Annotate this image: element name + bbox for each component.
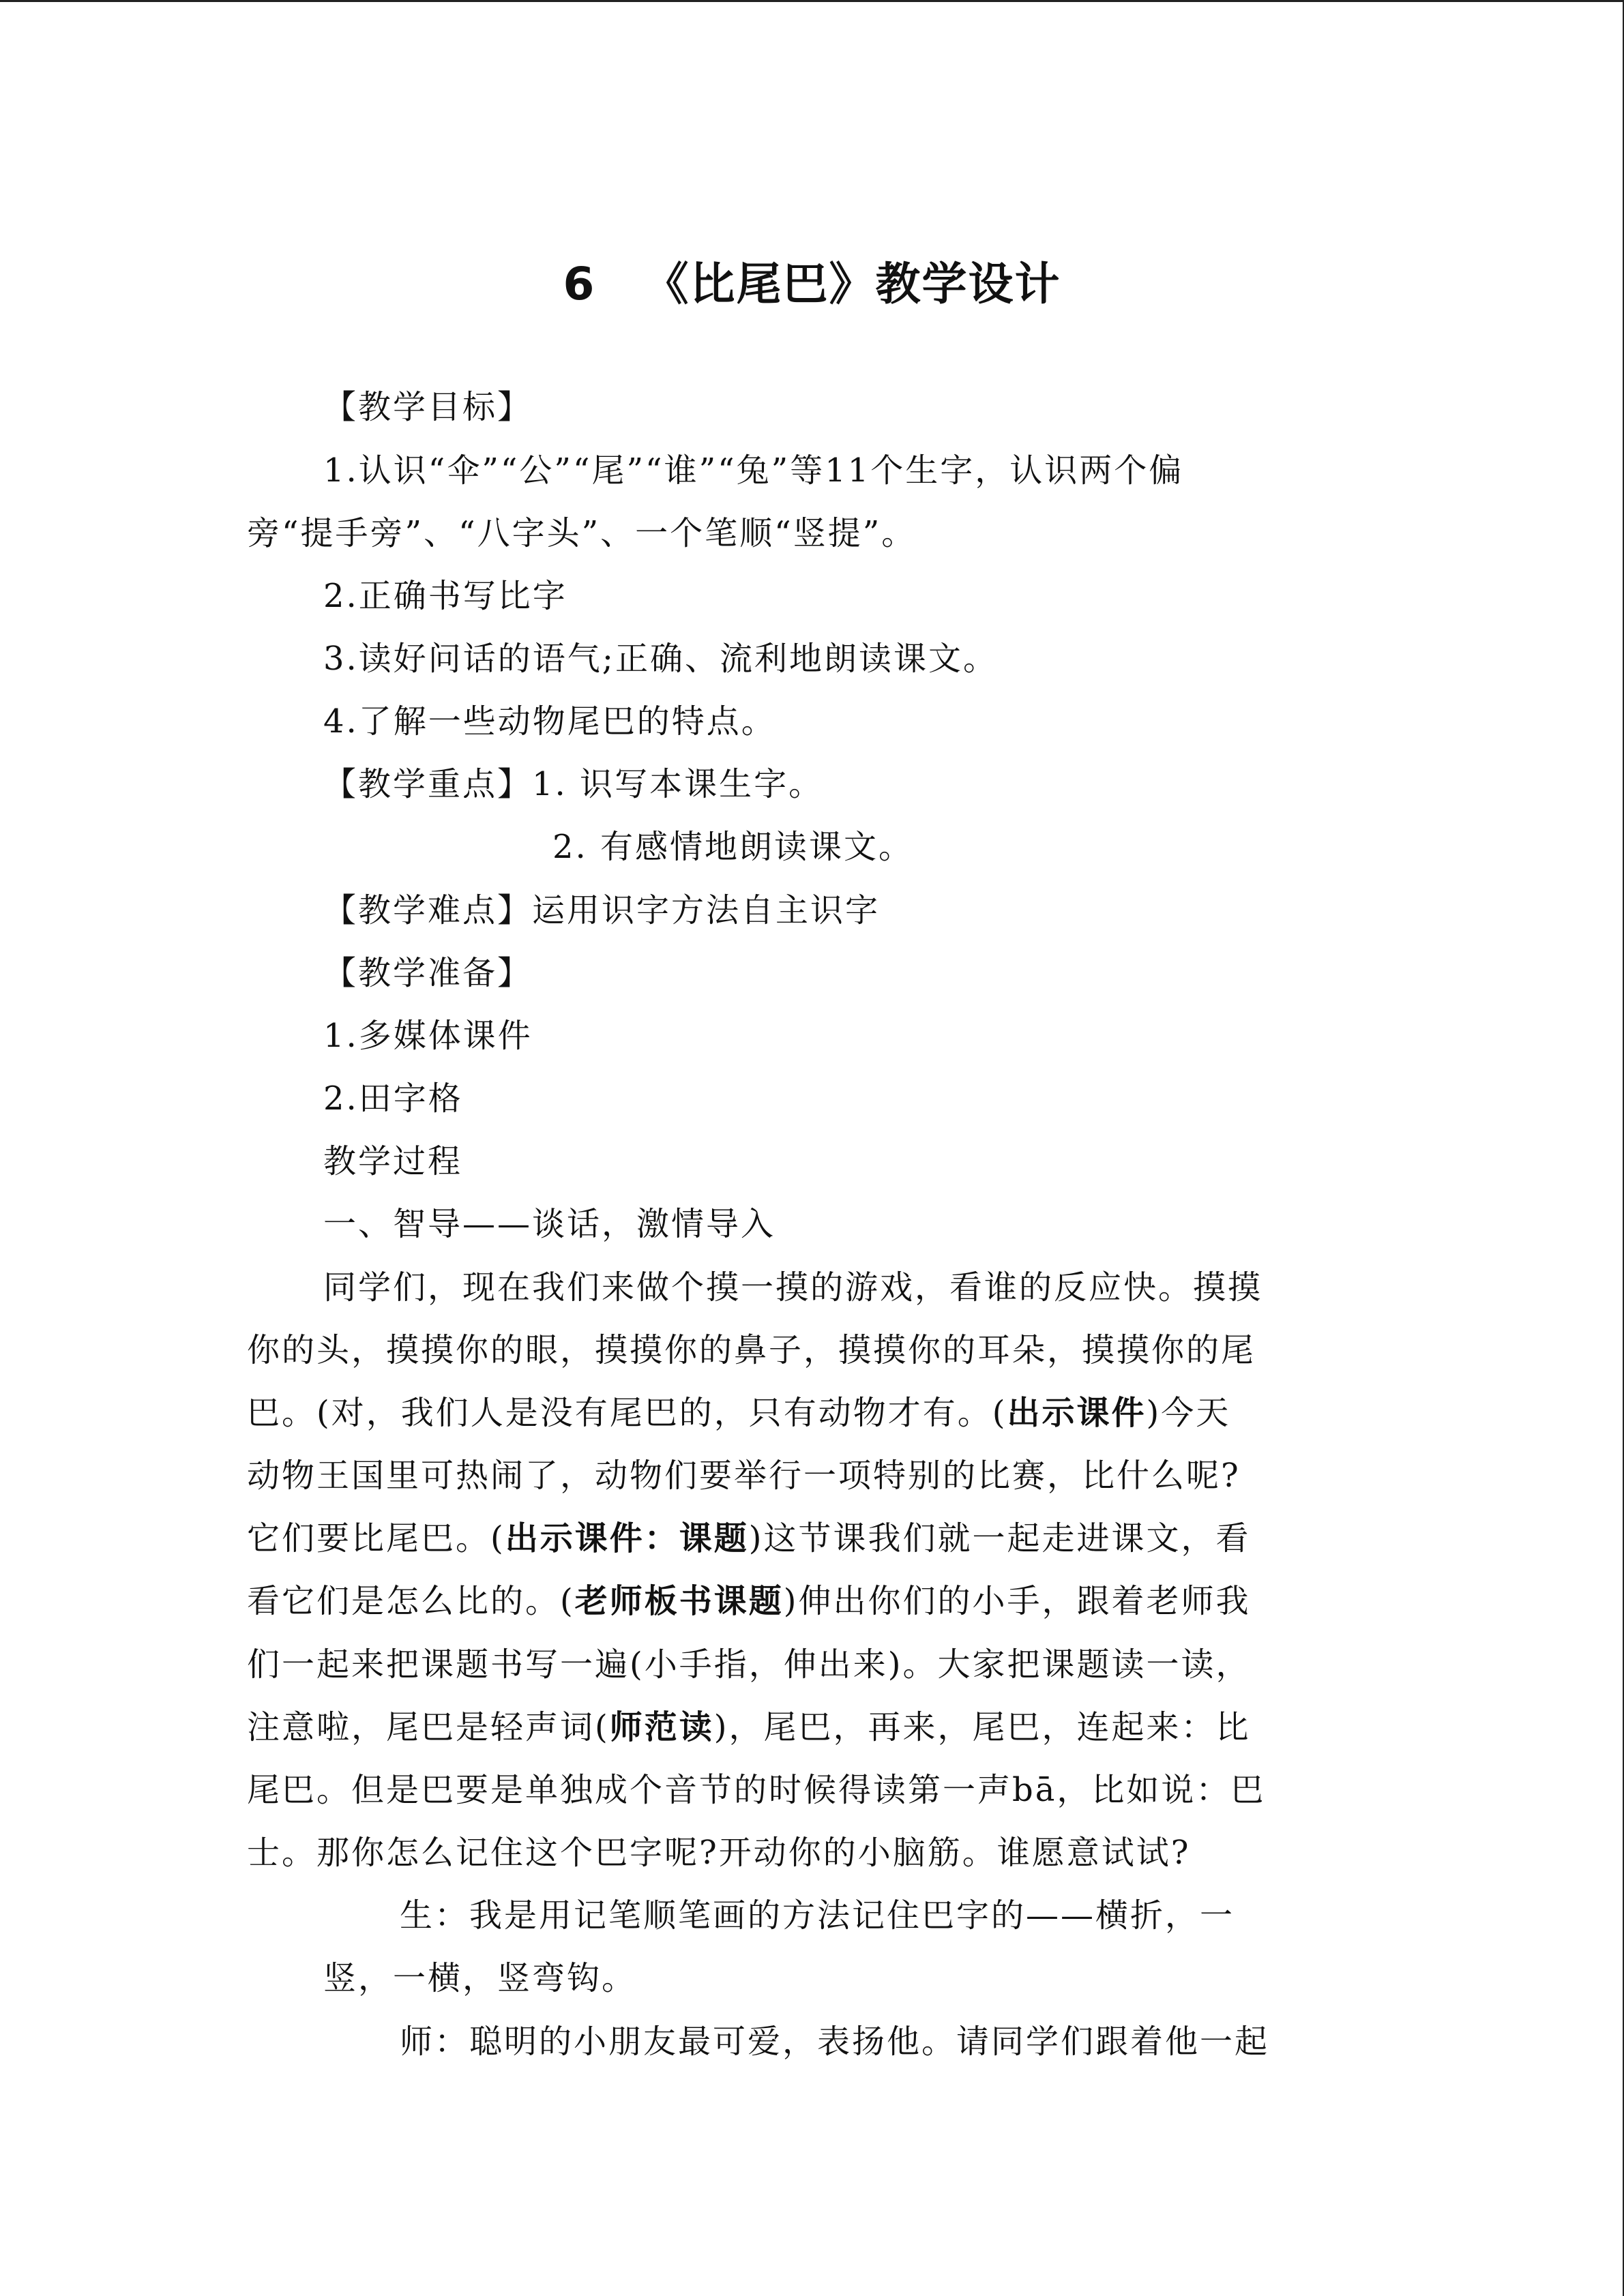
teacher-reply: 师：聪明的小朋友最可爱，表扬他。请同学们跟着他一起 xyxy=(400,2023,1270,2061)
text-span: 看它们是怎么比的。( xyxy=(247,1582,575,1620)
process-heading: 教学过程 xyxy=(323,1142,463,1180)
paragraph-line: 你的头，摸摸你的眼，摸摸你的鼻子，摸摸你的耳朵，摸摸你的尾 xyxy=(247,1331,1256,1369)
paragraph-line xyxy=(247,1386,1230,1433)
page-title xyxy=(0,248,1624,312)
difficulty-text: 运用识字方法自主识字 xyxy=(532,891,881,929)
text-span: )这节课我们就一起走进课文，看 xyxy=(748,1519,1251,1557)
lesson-title: 《比尾巴》教学设计 xyxy=(643,258,1061,310)
key-point-1: 1. 识写本课生字。 xyxy=(532,765,824,803)
text-span: )伸出你们的小手，跟着老师我 xyxy=(783,1582,1251,1620)
objective-3: 3.读好问话的语气;正确、流利地朗读课文。 xyxy=(323,640,998,678)
bold-note: 老师板书课题 xyxy=(574,1582,784,1620)
section-1-heading: 一、智导——谈话，激情导入 xyxy=(323,1205,776,1243)
key-points-heading: 【教学重点】 xyxy=(323,765,533,803)
preparation-heading: 【教学准备】 xyxy=(323,954,533,992)
bold-note: 师范读 xyxy=(609,1708,714,1746)
text-span: 巴。(对，我们人是没有尾巴的，只有动物才有。( xyxy=(247,1394,1007,1432)
objective-4: 4.了解一些动物尾巴的特点。 xyxy=(323,702,776,741)
paragraph-line: 尾巴。但是巴要是单独成个音节的时候得读第一声bā，比如说：巴 xyxy=(247,1771,1266,1809)
paragraph-line xyxy=(247,1575,1250,1622)
student-reply: 生：我是用记笔顺笔画的方法记住巴字的——横折，一 xyxy=(400,1896,1235,1935)
paragraph-line xyxy=(247,1701,1250,1748)
paragraph-line xyxy=(247,1512,1250,1559)
lesson-number: 6 xyxy=(563,258,596,310)
text-span: )，尾巴，再来，尾巴，连起来：比 xyxy=(713,1708,1251,1746)
paragraph-line: 士。那你怎么记住这个巴字呢?开动你的小脑筋。谁愿意试试? xyxy=(247,1834,1191,1872)
paragraph-line: 动物王国里可热闹了，动物们要举行一项特别的比赛，比什么呢? xyxy=(247,1457,1241,1495)
preparation-1: 1.多媒体课件 xyxy=(323,1017,533,1055)
objective-1: 1.认识“伞”“公”“尾”“谁”“兔”等11个生字，认识两个偏 xyxy=(323,451,1184,490)
objective-2: 2.正确书写比字 xyxy=(323,577,567,615)
difficulty-heading: 【教学难点】 xyxy=(323,891,533,929)
objectives-heading: 【教学目标】 xyxy=(323,388,533,426)
objective-1-cont: 旁“提手旁”、“八字头”、一个笔顺“竖提”。 xyxy=(247,514,917,552)
difficulty xyxy=(323,884,880,931)
text-span: 它们要比尾巴。( xyxy=(247,1519,505,1557)
key-points xyxy=(323,758,823,805)
bold-note: 出示课件：课题 xyxy=(505,1519,749,1557)
paragraph-line: 们一起来把课题书写一遍(小手指，伸出来)。大家把课题读一读， xyxy=(247,1645,1251,1684)
key-point-2: 2. 有感情地朗读课文。 xyxy=(552,828,914,866)
paragraph-line: 同学们，现在我们来做个摸一摸的游戏，看谁的反应快。摸摸 xyxy=(323,1268,1263,1307)
preparation-2: 2.田字格 xyxy=(323,1079,463,1118)
student-reply-cont: 竖，一横，竖弯钩。 xyxy=(323,1959,637,1997)
text-span: )今天 xyxy=(1146,1394,1231,1432)
bold-note: 出示课件 xyxy=(1007,1394,1147,1432)
text-span: 注意啦，尾巴是轻声词( xyxy=(247,1708,610,1746)
